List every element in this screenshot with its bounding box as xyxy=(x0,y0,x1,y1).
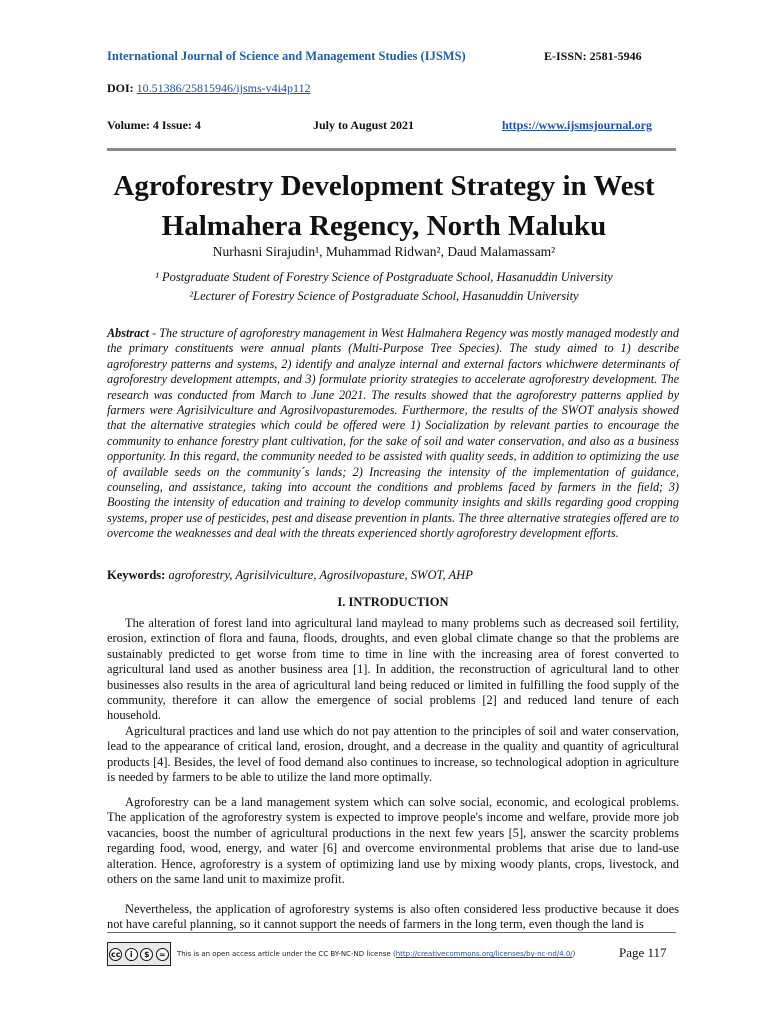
journal-name: International Journal of Science and Management Studies (IJSMS) xyxy=(107,49,466,63)
affiliation-2: ²Lecturer of Forestry Science of Postgraduate School, Hasanuddin University xyxy=(189,289,579,303)
body-paragraph: Nevertheless, the application of agroforestry systems is also often considered less productive because it does not have careful planning, so it cannot support the needs of farmers in the long term, even though the land is xyxy=(107,902,679,932)
noncommercial-icon: $ xyxy=(140,948,153,961)
attribution-icon: i xyxy=(125,948,138,961)
license-prefix: This is an open access article under the CC BY-NC-ND license ( xyxy=(177,950,396,958)
publication-date: July to August 2021 xyxy=(313,118,415,132)
footer-divider xyxy=(107,932,676,933)
author-list: Nurhasni Sirajudin¹, Muhammad Ridwan², Daud Malamassam² xyxy=(212,244,556,259)
license-statement xyxy=(177,950,575,958)
abstract-text: - The structure of agroforestry management in West Halmahera Regency was mostly managed modestly and the primary constituents were annual plants (Multi-Purpose Tree Species). The study aimed to 1) describe agroforestry patterns and systems, 2) identify and analyze internal and external factors whichwere determinants of agroforestry development attempts, and 3) formulate priority strategies to accelerate agroforestry development. The research was conducted from March to June 2021. The results showed that the agroforestry patterns applied by farmers were Agrisilviculture and Agrosilvopasturemodes. Furthermore, the results of the SWOT analysis showed that the alternative strategies which could be offered were 1) Socialization by relevant parties to encourage the community to enhance forestry plant cultivation, for the sake of soil and water conservation, and also as a business opportunity. In this regard, the community needed to be assisted with quality seeds, in addition to optimizing the use of available seeds on the community´s lands; 2) Increasing the intensity of the implementation of guidance, counseling, and assistance, taking into account the conditions and problems faced by farmers in the field; 3) Boosting the intensity of education and training to develop community insights and skills regarding good cropping systems, proper use of pesticides, pest and disease prevention in plants. The three alternative strategies offered are to overcome the weaknesses and deal with the threats experienced shortly agroforestry development efforts. xyxy=(107,326,679,541)
section-heading: I. INTRODUCTION xyxy=(337,595,449,609)
eissn: E-ISSN: 2581-5946 xyxy=(544,49,642,63)
page-footer xyxy=(107,942,679,966)
doi-row xyxy=(107,81,311,96)
keywords-text: agroforestry, Agrisilviculture, Agrosilvopasture, SWOT, AHP xyxy=(165,568,473,582)
license-suffix: ) xyxy=(572,950,576,958)
volume-issue: Volume: 4 Issue: 4 xyxy=(107,118,201,132)
body-paragraph: Agroforestry can be a land management system which can solve social, economic, and ecological problems. The application of the agroforestry system is expected to improve people's income and welfare, provide more job vacancies, boost the number of agricultural productions in the next few years [5], answer the scarcity problems regarding food, wood, energy, and water [6] and overcome environmental problems that arise due to land-use alteration. Hence, agroforestry is a system of optimizing land use by mixing woody plants, crops, livestock, and others on the same land unit to maximize profit. xyxy=(107,795,679,887)
header-divider xyxy=(107,148,676,151)
noderivatives-icon: = xyxy=(156,948,169,961)
license-link[interactable]: http://creativecommons.org/licenses/by-nc-nd/4.0/ xyxy=(395,950,573,958)
body-paragraph: The alteration of forest land into agricultural land maylead to many problems such as decreased soil fertility, erosion, extinction of flora and fauna, floods, droughts, and even global climate change so that the problems are sustainably predicted to get worse from time to time in line with the increasing area of forest converted to agricultural land used as another business area [1]. In addition, the reconstruction of agricultural land to other businesses also results in the area of agricultural land being reduced or limited in fulfilling the food supply of the community, therefore it can allow the emergence of social problems [2] and reduced land tenure of each household. xyxy=(107,616,679,723)
keywords-label: Keywords: xyxy=(107,568,166,582)
paper-title: Agroforestry Development Strategy in West Halmahera Regency, North Maluku xyxy=(113,170,655,242)
affiliation-1: ¹ Postgraduate Student of Forestry Science of Postgraduate School, Hasanuddin University xyxy=(155,270,613,284)
doi-link[interactable]: 10.51386/25815946/ijsms-v4i4p112 xyxy=(136,81,311,95)
cc-license-badge[interactable] xyxy=(107,942,171,966)
journal-website-link[interactable]: https://www.ijsmsjournal.org xyxy=(502,118,653,132)
abstract-label: Abstract xyxy=(107,326,149,340)
body-paragraph: Agricultural practices and land use which do not pay attention to the principles of soil and water conservation, lead to the appearance of critical land, erosion, drought, and a decrease in the quality and quantity of agricultural products [4]. Besides, the level of food demand also continues to increase, so technological adoption in agriculture is needed by farmers to be able to utilize the land more optimally. xyxy=(107,724,679,785)
abstract xyxy=(107,326,679,542)
doi-label: DOI: xyxy=(107,81,134,95)
cc-icon: cc xyxy=(111,949,121,959)
keywords xyxy=(107,568,679,583)
page-number: Page 117 xyxy=(619,945,667,960)
